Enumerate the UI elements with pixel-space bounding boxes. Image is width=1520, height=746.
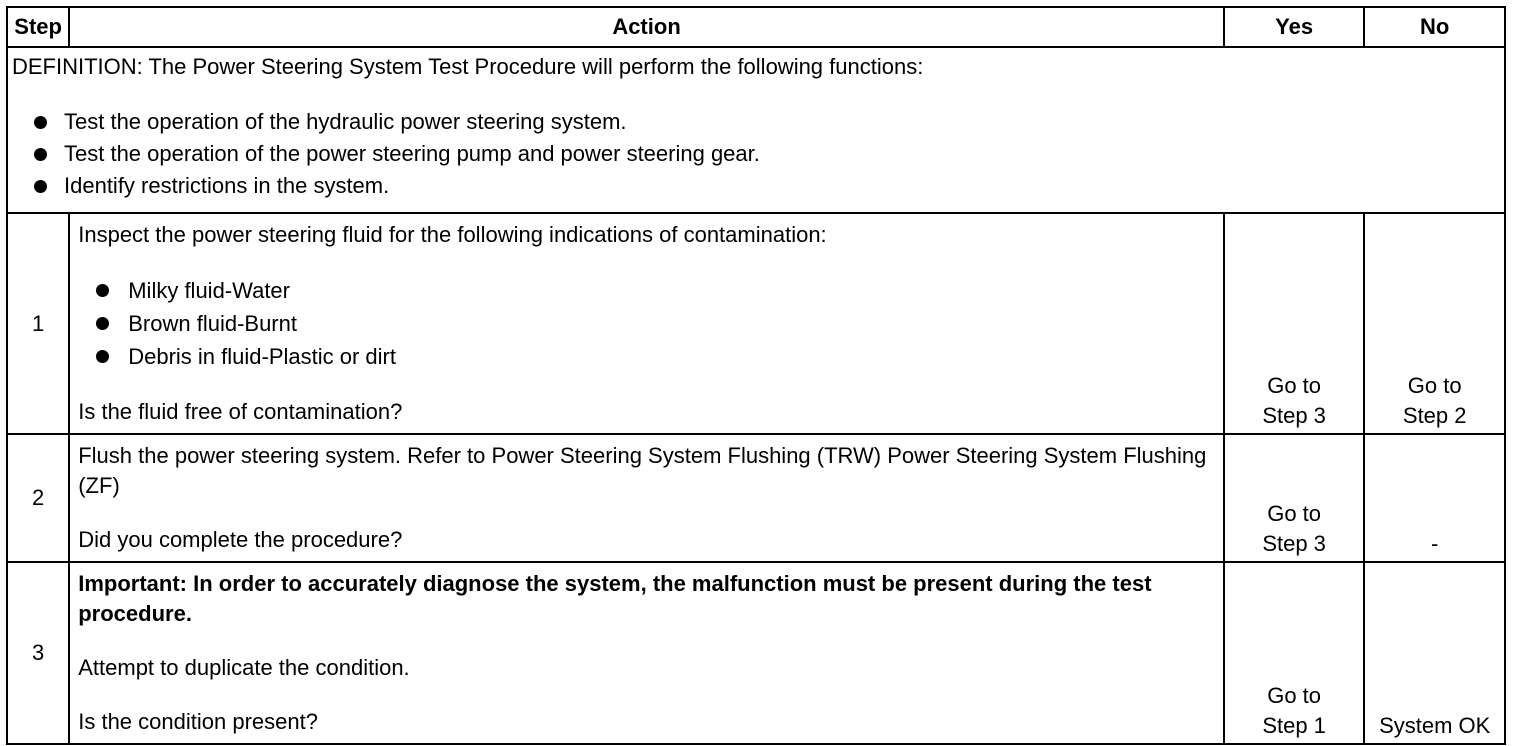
no-goto-label: Go to [1407,373,1462,398]
definition-bullet-list [12,106,1498,202]
important-note: Important: In order to accurately diagnose the system, the malfunction must be present during the test procedure. [78,571,1152,626]
no-goto-step: Step 2 [1402,403,1467,428]
table-row [7,213,1505,434]
bullet-icon [34,148,47,161]
table-row [7,562,1505,744]
definition-row [7,47,1505,213]
yes-cell [1224,213,1365,434]
yes-cell [1224,562,1365,744]
step-bullet-list [78,274,1215,373]
list-item [12,170,1498,202]
step-action [69,213,1224,434]
step-intro: Inspect the power steering fluid for the following indications of contamination: [78,222,827,247]
no-cell [1364,562,1505,744]
bullet-icon [96,317,109,330]
list-item [78,340,1215,373]
step-question: Did you complete the procedure? [78,527,403,552]
bullet-text: Identify restrictions in the system. [64,173,390,198]
bullet-icon [96,350,109,363]
step-number: 2 [7,434,69,562]
yes-goto-label: Go to [1267,501,1322,526]
yes-cell [1224,434,1365,562]
diagnostic-table [6,6,1506,745]
step-question: Is the condition present? [78,709,318,734]
header-step: Step [7,7,69,47]
step-number: 3 [7,562,69,744]
no-result: System OK [1379,713,1491,738]
list-item [12,106,1498,138]
bullet-icon [34,180,47,193]
no-cell [1364,213,1505,434]
bullet-text: Milky fluid-Water [128,278,290,303]
header-row [7,7,1505,47]
step-action [69,434,1224,562]
definition-cell [7,47,1505,213]
step-action [69,562,1224,744]
bullet-icon [96,284,109,297]
no-cell [1364,434,1505,562]
step-intro: Flush the power steering system. Refer to Power Steering System Flushing (TRW) Power Steering System Flushing (ZF) [78,443,1207,498]
yes-goto-step: Step 3 [1262,531,1326,556]
list-item [12,138,1498,170]
step-instruction: Attempt to duplicate the condition. [78,655,410,680]
bullet-text: Debris in fluid-Plastic or dirt [128,344,396,369]
bullet-text: Brown fluid-Burnt [128,311,297,336]
header-yes: Yes [1224,7,1365,47]
no-result: - [1431,531,1439,556]
yes-goto-step: Step 1 [1262,713,1326,738]
list-item [78,274,1215,307]
yes-goto-label: Go to [1267,683,1322,708]
bullet-text: Test the operation of the hydraulic power steering system. [64,109,627,134]
table-row [7,434,1505,562]
bullet-text: Test the operation of the power steering pump and power steering gear. [64,141,760,166]
header-no: No [1364,7,1505,47]
definition-intro: DEFINITION: The Power Steering System Test Procedure will perform the following functions: [12,54,924,79]
bullet-icon [34,116,47,129]
step-question: Is the fluid free of contamination? [78,399,403,424]
yes-goto-label: Go to [1267,373,1322,398]
header-action: Action [69,7,1224,47]
list-item [78,307,1215,340]
yes-goto-step: Step 3 [1262,403,1326,428]
step-number: 1 [7,213,69,434]
